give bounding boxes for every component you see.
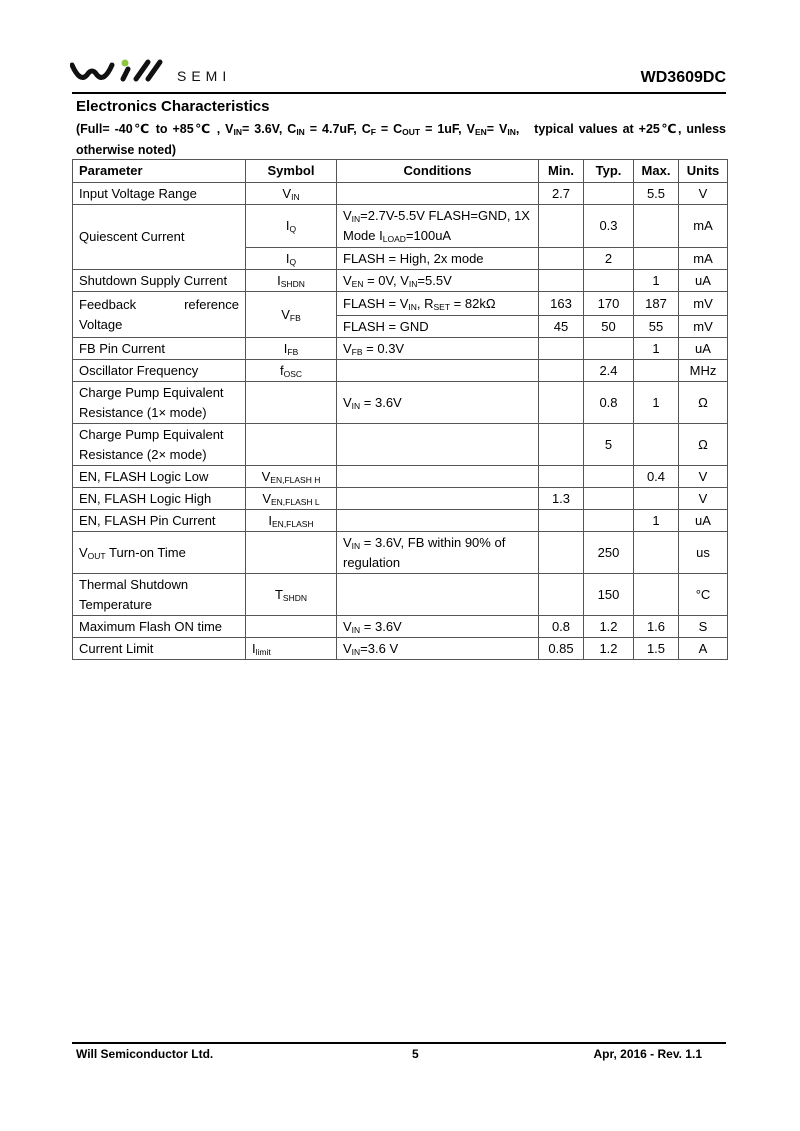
units-cell: us [679, 532, 728, 574]
symbol-cell: $I_{FB}$ [246, 338, 337, 360]
min-cell [539, 270, 584, 292]
units-cell: mV [679, 292, 728, 316]
max-cell: 1 [634, 510, 679, 532]
units-cell: uA [679, 270, 728, 292]
parameter-cell: FB Pin Current [73, 338, 246, 360]
parameter-cell: Current Limit [73, 638, 246, 660]
units-cell: °C [679, 574, 728, 616]
units-cell: uA [679, 510, 728, 532]
page-header [72, 52, 726, 94]
section-title: Electronics Characteristics [76, 98, 270, 115]
min-cell [539, 532, 584, 574]
min-cell [539, 205, 584, 248]
table-row [73, 616, 728, 638]
parameter-cell: $V_{OUT}$ Turn-on Time [73, 532, 246, 574]
max-cell: 55 [634, 316, 679, 338]
table-row [73, 292, 728, 316]
max-cell: 5.5 [634, 183, 679, 205]
parameter-cell: Shutdown Supply Current [73, 270, 246, 292]
units-cell: mA [679, 205, 728, 248]
symbol-cell: $I_Q$ [246, 205, 337, 248]
typ-cell [584, 270, 634, 292]
max-cell [634, 248, 679, 270]
min-cell [539, 424, 584, 466]
typ-cell: 5 [584, 424, 634, 466]
table-row [73, 574, 728, 616]
conditions-cell [337, 466, 539, 488]
typ-cell: 0.8 [584, 382, 634, 424]
table-row [73, 466, 728, 488]
column-header: Units [679, 160, 728, 183]
conditions-cell [337, 424, 539, 466]
column-header: Min. [539, 160, 584, 183]
conditions-cell: $V_{EN} = 0V$, $V_{IN}=5.5V$ [337, 270, 539, 292]
column-header: Parameter [73, 160, 246, 183]
column-header: Symbol [246, 160, 337, 183]
conditions-cell: $V_{IN} = 3.6V$ [337, 382, 539, 424]
min-cell [539, 338, 584, 360]
table-header-row [73, 160, 728, 183]
footer-divider [72, 1042, 726, 1044]
symbol-cell [246, 532, 337, 574]
parameter-cell: EN, FLASH Logic High [73, 488, 246, 510]
conditions-cell: $V_{IN} = 3.6V$ [337, 616, 539, 638]
conditions-cell: FLASH = High, 2x mode [337, 248, 539, 270]
table-row [73, 205, 728, 248]
typ-cell: 1.2 [584, 616, 634, 638]
parameter-cell: Input Voltage Range [73, 183, 246, 205]
parameter-cell: Charge Pump Equivalent Resistance (2× mode) [73, 424, 246, 466]
max-cell: 0.4 [634, 466, 679, 488]
typ-cell: 2.4 [584, 360, 634, 382]
symbol-cell: $I_{EN,FLASH}$ [246, 510, 337, 532]
symbol-cell: $I_{limit}$ [246, 638, 337, 660]
typ-cell [584, 488, 634, 510]
symbol-cell: $V_{EN,FLASH L}$ [246, 488, 337, 510]
typ-cell: 0.3 [584, 205, 634, 248]
table-row [73, 338, 728, 360]
table-row [73, 488, 728, 510]
parameter-cell: EN, FLASH Logic Low [73, 466, 246, 488]
max-cell [634, 205, 679, 248]
typ-cell: 2 [584, 248, 634, 270]
max-cell [634, 424, 679, 466]
table-row [73, 532, 728, 574]
typ-cell: 250 [584, 532, 634, 574]
max-cell: 1 [634, 270, 679, 292]
parameter-cell: Quiescent Current [73, 205, 246, 270]
column-header: Max. [634, 160, 679, 183]
typ-cell [584, 338, 634, 360]
max-cell: 1.6 [634, 616, 679, 638]
symbol-cell: $V_{FB}$ [246, 292, 337, 338]
min-cell [539, 466, 584, 488]
parameter-cell: EN, FLASH Pin Current [73, 510, 246, 532]
symbol-cell [246, 616, 337, 638]
conditions-cell: $V_{IN} = 3.6V$, FB within 90% of regulation [337, 532, 539, 574]
header-divider [72, 92, 726, 94]
units-cell: V [679, 488, 728, 510]
conditions-cell [337, 360, 539, 382]
conditions-cell [337, 183, 539, 205]
min-cell: 2.7 [539, 183, 584, 205]
min-cell: 0.8 [539, 616, 584, 638]
min-cell: 45 [539, 316, 584, 338]
symbol-cell [246, 382, 337, 424]
logo-text: SEMI [177, 68, 232, 84]
symbol-cell: $T_{SHDN}$ [246, 574, 337, 616]
table-row [73, 382, 728, 424]
conditions-cell: $V_{FB} = 0.3V$ [337, 338, 539, 360]
max-cell [634, 488, 679, 510]
typ-cell: 150 [584, 574, 634, 616]
symbol-cell: $V_{EN,FLASH H}$ [246, 466, 337, 488]
parameter-cell: Maximum Flash ON time [73, 616, 246, 638]
min-cell: 1.3 [539, 488, 584, 510]
electrical-characteristics-table [72, 159, 728, 660]
min-cell [539, 510, 584, 532]
table-row [73, 183, 728, 205]
column-header: Conditions [337, 160, 539, 183]
units-cell: S [679, 616, 728, 638]
symbol-cell [246, 424, 337, 466]
parameter-cell: Oscillator Frequency [73, 360, 246, 382]
max-cell [634, 532, 679, 574]
symbol-cell: $f_{OSC}$ [246, 360, 337, 382]
min-cell: 0.85 [539, 638, 584, 660]
conditions-cell: $V_{IN}=3.6$ V [337, 638, 539, 660]
min-cell [539, 360, 584, 382]
table-row [73, 270, 728, 292]
units-cell: A [679, 638, 728, 660]
conditions-cell: $V_{IN}=2.7V-5.5V$ FLASH=GND, 1X Mode $I_{LOAD}=100uA$ [337, 205, 539, 248]
table-row [73, 638, 728, 660]
symbol-cell: $V_{IN}$ [246, 183, 337, 205]
table-row [73, 510, 728, 532]
typ-cell: 50 [584, 316, 634, 338]
max-cell: 187 [634, 292, 679, 316]
units-cell: V [679, 466, 728, 488]
typ-cell [584, 510, 634, 532]
test-conditions: (Full= -40℃ to +85℃ , $V_{IN}= 3.6V$, $C_{IN} = 4.7uF$, $C_F = C_{OUT} = 1uF$, $V_{EN}= V_{IN}$, typical values at +25℃, unless otherwise noted) [76, 122, 726, 157]
units-cell: MHz [679, 360, 728, 382]
units-cell: Ω [679, 382, 728, 424]
max-cell: 1.5 [634, 638, 679, 660]
units-cell: mV [679, 316, 728, 338]
units-cell: Ω [679, 424, 728, 466]
symbol-cell: $I_Q$ [246, 248, 337, 270]
units-cell: V [679, 183, 728, 205]
conditions-cell [337, 488, 539, 510]
parameter-cell: Charge Pump Equivalent Resistance (1× mode) [73, 382, 246, 424]
parameter-cell: Feedback reference Voltage [73, 292, 246, 338]
min-cell [539, 248, 584, 270]
table-row [73, 424, 728, 466]
max-cell [634, 574, 679, 616]
conditions-cell [337, 510, 539, 532]
conditions-cell: FLASH = GND [337, 316, 539, 338]
typ-cell: 170 [584, 292, 634, 316]
max-cell: 1 [634, 382, 679, 424]
max-cell: 1 [634, 338, 679, 360]
min-cell: 163 [539, 292, 584, 316]
typ-cell [584, 183, 634, 205]
table-row [73, 360, 728, 382]
conditions-cell [337, 574, 539, 616]
parameter-cell: Thermal Shutdown Temperature [73, 574, 246, 616]
units-cell: uA [679, 338, 728, 360]
column-header: Typ. [584, 160, 634, 183]
will-semi-logo [70, 59, 170, 85]
conditions-cell: FLASH = $V_{IN}$, $R_{SET} = 82k\Omega$ [337, 292, 539, 316]
page-number: 5 [412, 1047, 419, 1061]
typ-cell: 1.2 [584, 638, 634, 660]
document-id: WD3609DC [640, 69, 726, 86]
units-cell: mA [679, 248, 728, 270]
company-name: Will Semiconductor Ltd. [76, 1047, 214, 1061]
typ-cell [584, 466, 634, 488]
max-cell [634, 360, 679, 382]
min-cell [539, 574, 584, 616]
revision-date: Apr, 2016 - Rev. 1.1 [593, 1047, 702, 1061]
min-cell [539, 382, 584, 424]
symbol-cell: $I_{SHDN}$ [246, 270, 337, 292]
